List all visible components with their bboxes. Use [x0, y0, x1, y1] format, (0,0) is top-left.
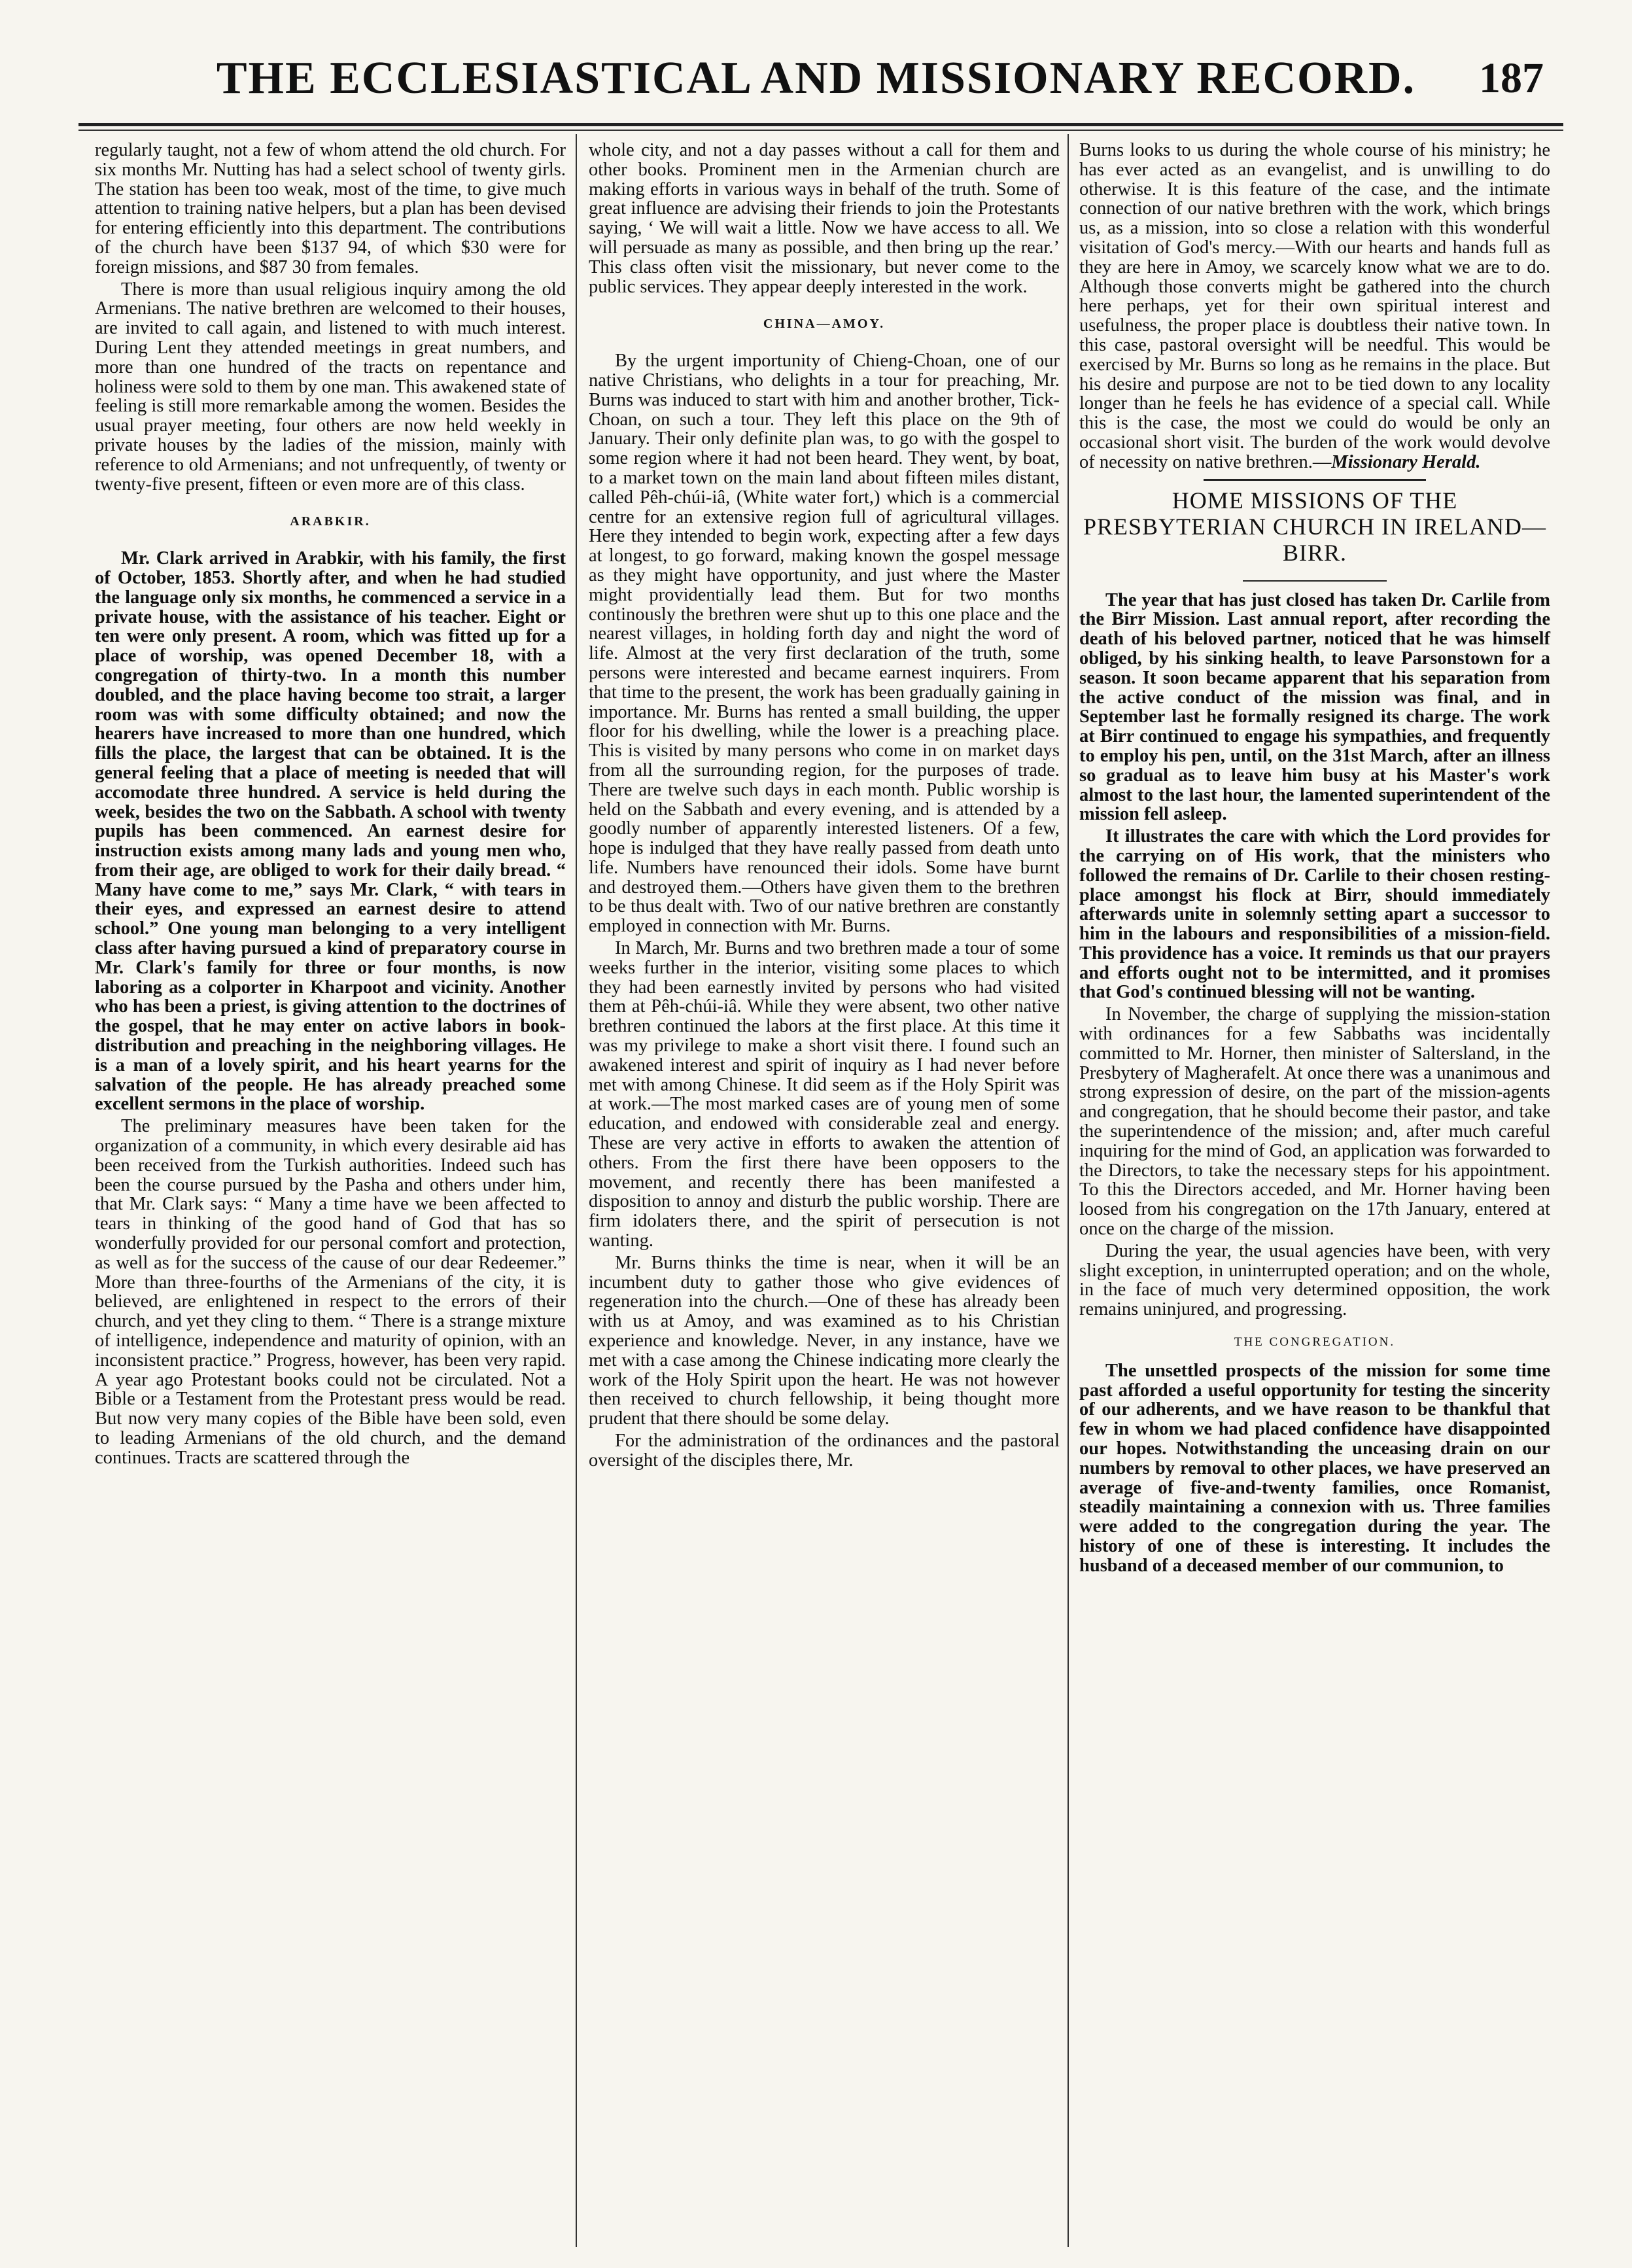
- section-heading-congregation: THE CONGREGATION.: [1234, 1335, 1396, 1350]
- source-signature: Missionary Herald.: [1331, 451, 1481, 472]
- col3-paragraph-6: The unsettled prospects of the mission for some time past afforded a useful opportunity for testing the sincerity of our adherents, and we have reason to be thankful that few in whom we had placed confidence have disappointed our hopes. Notwithstanding the unceasing drain on our numbers by removal to other places, we have preserved an average of five-and-twenty families, once Romanist, steadily maintaining a connexion with us. Three families were added to the congregation during the year. The history of one of these is interesting. It includes the husband of a deceased member of our communion, to: [1079, 1360, 1550, 1576]
- column-3: [1079, 141, 1550, 1579]
- header-rule-thin: [78, 130, 1563, 131]
- section-heading-arabkir: ARABKIR.: [290, 514, 371, 529]
- col3-paragraph-4: In November, the charge of supplying the mission-station with ordinances for a few Sabbaths was incidentally committed to Mr. Horner, then minister of Saltersland, in the Presbytery of Magherafelt. At once there was a unanimous and strong expression of desire, on the part of the mission-agents and congregation, that he should become their pastor, and take the superintendence of the mission; and, after much careful inquiring for the mind of God, an application was forwarded to the Directors, to take the necessary steps for his appointment. To this the Directors acceded, and Mr. Horner having been loosed from his congregation on the 17th January, entered at once on the charge of the mission.: [1079, 1004, 1550, 1240]
- col2-paragraph-3: In March, Mr. Burns and two brethren made a tour of some weeks further in the interior, visiting some places to which they had been earnestly invited by persons who had visited them at Pêh-chúi-iâ. While they were absent, two other native brethren continued the labors at the first place. At this time it was my privilege to make a short visit there. I found such an awakened interest and spirit of inquiry as I had never before met with among Chinese. It did seem as if the Holy Spirit was at work.—The most marked cases are of young men of some education, and endowed with considerable zeal and energy. These are very active in efforts to awaken the attention of others. From the first there have been opposers to the movement, and recently there has been manifested a disposition to annoy and disturb the public worship. There are firm idolaters there, and the spirit of persecution is not wanting.: [589, 938, 1060, 1251]
- section-heading-china-amoy: CHINA—AMOY.: [763, 317, 886, 332]
- col3-paragraph-1-text: Burns looks to us during the whole course of his ministry; he has ever acted as an evangelist, and is unwilling to do otherwise. It is this feature of the case, and the intimate connection of our native brethren with the work, which brings us, as a mission, into so close a relation with this wonderful visitation of God's mercy.—With our hearts and hands full as they are here in Amoy, we scarcely know what we are to do. Although those converts might be gathered into the church here perhaps, yet for their own spiritual interest and usefulness, the proper place is doubtless their native town. In this case, pastoral oversight will be needful. This would be exercised by Mr. Burns so long as he remains in the place. But his desire and purpose are not to be tied down to any locality longer than he feels he has evidence of a special call. While this is the case, the most we could do would be only an occasional short visit. The burden of the work would devolve of necessity on native brethren.—: [1079, 140, 1550, 472]
- column-1: [95, 141, 566, 1471]
- masthead: [0, 52, 1632, 124]
- col2-paragraph-1: whole city, and not a day passes without a call for them and other books. Prominent men in the Armenian church are making efforts in various ways in behalf of the truth. Some of great influence are advising their friends to join the Protestants saying, ‘ We will wait a little. Now we have access to all. We will persuade as many as possible, and then bring up the rear.’ This class often visit the missionary, but never come to the public services. They appear deeply interested in the work.: [589, 140, 1060, 297]
- column-rule-right: [1068, 134, 1069, 2247]
- header-rule: [78, 123, 1563, 126]
- column-2: [589, 141, 1060, 1473]
- col1-paragraph-2: There is more than usual religious inquiry among the old Armenians. The native brethren are welcomed to their houses, are invited to call again, and listened to with much interest. During Lent they attended meetings in great numbers, and more than one hundred of the tracts on repentance and holiness were sold to them by one man. This awakened state of feeling is still more remarkable among the women. Besides the usual prayer meeting, four others are now held weekly in private houses by the ladies of the mission, mainly with reference to old Armenians; and not unfrequently, of twenty or twenty-five present, fifteen or even more are of this class.: [95, 279, 566, 495]
- col1-paragraph-3: Mr. Clark arrived in Arabkir, with his family, the first of October, 1853. Shortly after, and when he had studied the language only six months, he commenced a service in a private house, with the assistance of his teacher. Eight or ten were only present. A room, which was fitted up for a place of worship, was opened December 18, with a congregation of thirty-two. In a month this number doubled, and the place having become too strait, a larger room was with some difficulty obtained; and now the hearers have increased to more than one hundred, which fills the place, the largest that can be obtained. It is the general feeling that a place of meeting is needed that will accomodate three hundred. A service is held during the week, besides the two on the Sabbath. A school with twenty pupils has been commenced. An earnest desire for instruction exists among many lads and young men who, from their age, are obliged to work for their daily bread. “ Many have come to me,” says Mr. Clark, “ with tears in their eyes, and expressed an earnest desire to attend school.” One young man belonging to a very intelligent class after having pursued a kind of preparatory course in Mr. Clark's family for three or four months, is now laboring as a colporter in Kharpoot and vicinity. Another who has been a priest, is giving attention to the doctrines of the gospel, that he may enter on active labors in book-distribution and preaching in the neighboring villages. He is a man of a lovely spirit, and his heart yearns for the salvation of the people. He has already preached some excellent sermons in the place of worship.: [95, 548, 566, 1115]
- col3-paragraph-3: It illustrates the care with which the Lord provides for the carrying on of His work, that the ministers who followed the remains of Dr. Carlile to their chosen resting-place amongst his flock at Birr, should immediately afterwards unite in solemnly setting apart a successor to him in the labours and responsibilities of a mission-field. This providence has a voice. It reminds us that our prayers and efforts ought not to be intermitted, and it promises that God's continued blessing will not be wanting.: [1079, 826, 1550, 1003]
- page-number: 187: [1479, 54, 1544, 102]
- col1-paragraph-1: regularly taught, not a few of whom attend the old church. For six months Mr. Nutting has had a select school of twenty girls. The station has been too weak, most of the time, to give much attention to training native helpers, but a plan has been devised for entering efficiently into this department. The contributions of the church have been $137 94, of which $30 were for foreign missions, and $87 30 from females.: [95, 140, 566, 277]
- col2-paragraph-4: Mr. Burns thinks the time is near, when it will be an incumbent duty to gather those who give evidences of regeneration into the church.—One of these has already been with us at Amoy, and was examined as to his Christian experience and knowledge. Never, in any instance, have we met with a case among the Chinese indicating more clearly the work of the Holy Spirit upon the heart. He was not however then received to church fellowship, it being thought more prudent that there should be some delay.: [589, 1252, 1060, 1429]
- col1-paragraph-4: The preliminary measures have been taken for the organization of a community, in which every desirable aid has been received from the Turkish authorities. Indeed such has been the course pursued by the Pasha and others under him, that Mr. Clark says: “ Many a time have we been affected to tears in thinking of the good hand of God that has so wonderfully provided for our personal comfort and protection, as well as for the success of the cause of our dear Redeemer.” More than three-fourths of the Armenians of the city, it is believed, are enlightened in respect to the errors of their church, and yet they cling to them. “ There is a strange mixture of intelligence, independence and maturity of opinion, with an inconsistent practice.” Progress, however, has been very rapid. A year ago Protestant books could not be circulated. Not a Bible or a Testament from the Protestant press would be read. But now very many copies of the Bible have been sold, even to leading Armenians of the old church, and the demand continues. Tracts are scattered through the: [95, 1116, 566, 1468]
- section-divider: [1204, 479, 1426, 481]
- col2-paragraph-2: By the urgent importunity of Chieng-Choan, one of our native Christians, who delights in a tour for preaching, Mr. Burns was induced to start with him and another brother, Tick-Choan, on such a tour. They left this place on the 9th of January. Their only definite plan was, to go with the gospel to some region where it had not been heard. They went, by boat, to a market town on the main land about fifteen miles distant, called Pêh-chúi-iâ, (White water fort,) which is a commercial centre for an extensive region full of agricultural villages. Here they intended to begin work, expecting after a few days at longest, to go forward, making known the gospel message as they might have opportunity, and just where the Master might providentially lead them. But for two months continously the brethren were shut up to this one place and the nearest villages, in holding forth day and night the word of life. Almost at the very first declaration of the truth, some persons were interested and became earnest inquirers. From that time to the present, the work has been gradually gaining in importance. Mr. Burns has rented a small building, the upper floor for his dwelling, while the lower is a preaching place. This is visited by many persons who come in on market days from all the surrounding region, for the purposes of trade. There are twelve such days in each month. Public worship is held on the Sabbath and every evening, and is attended by a goodly number of apparently interested listeners. Of a few, hope is indulged that they have really passed from death unto life. Numbers have renounced their idols. Some have burnt and destroyed them.—Others have given them to the brethren to be thus dealt with. Two of our native brethren are constantly employed in connection with Mr. Burns.: [589, 351, 1060, 937]
- heading-underline: [1243, 580, 1387, 582]
- col2-paragraph-5: For the administration of the ordinances and the pastoral oversight of the disciples there, Mr.: [589, 1431, 1060, 1471]
- col3-paragraph-1: [1079, 141, 1550, 472]
- col3-paragraph-5: During the year, the usual agencies have been, with very slight exception, in uninterrupted operation; and on the whole, in the face of much very determined opposition, the work remains uninjured, and progressing.: [1079, 1240, 1550, 1320]
- column-rule-left: [576, 134, 577, 2247]
- col3-paragraph-2: The year that has just closed has taken Dr. Carlile from the Birr Mission. Last annual report, after recording the death of his beloved partner, noticed that he was himself obliged, by his sinking health, to leave Parsonstown for a season. It soon became apparent that his separation from the active conduct of the mission was final, and in September last he formally resigned its charge. The work at Birr continued to engage his sympathies, and frequently to employ his pen, until, on the 31st March, after an illness so gradual as to leave him busy at his Master's work almost to the last hour, the lamented superintendent of the mission fell asleep.: [1079, 589, 1550, 825]
- publication-title: THE ECCLESIASTICAL AND MISSIONARY RECORD.: [216, 53, 1416, 103]
- section-heading-home-missions: HOME MISSIONS OF THE PRESBYTERIAN CHURCH IN IRELAND—BIRR.: [1083, 487, 1547, 566]
